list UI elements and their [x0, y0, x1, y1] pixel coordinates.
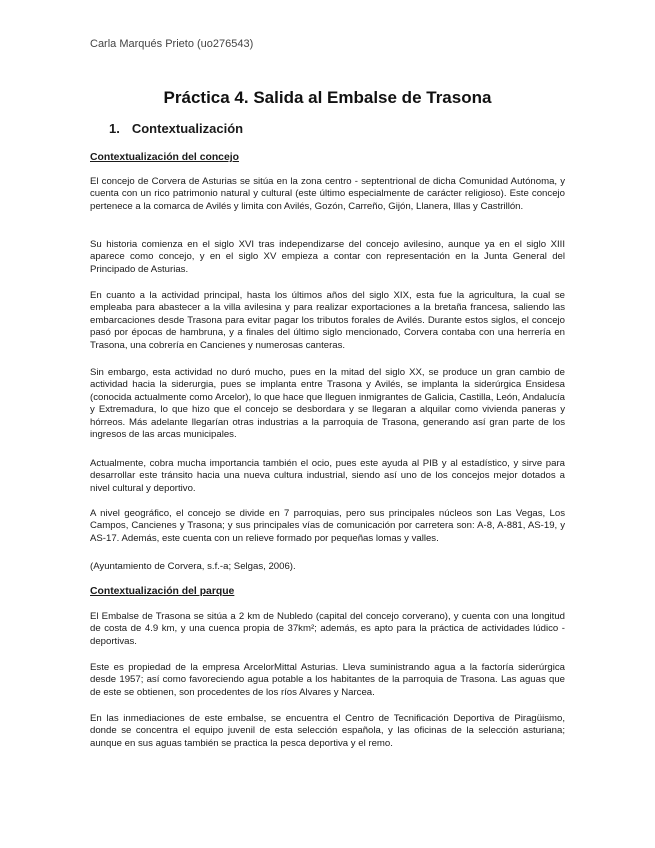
paragraph: Este es propiedad de la empresa ArcelorMittal Asturias. Lleva suministrando agua a la factoría siderúrgica desde 1957; así como favoreciendo agua potable a los habitantes de la parroquia de Trasona. Las aguas que de este se obtienen, son procedentes de los ríos Alvares y Narcea. — [90, 662, 565, 698]
page-header-author: Carla Marqués Prieto (uo276543) — [90, 38, 254, 50]
document-title: Práctica 4. Salida al Embalse de Trasona — [163, 88, 492, 107]
paragraph: Sin embargo, esta actividad no duró mucho, pues en la mitad del siglo XX, se produce un gran cambio de actividad hacia la siderurgia, pues se implanta entre Trasona y Avilés, se implanta la siderúrgica Ensidesa (conocida actualmente como Arcelor), lo que hace que lleguen inmigrantes de Galicia, Castilla, León, Andalucía y Extremadura, lo que hizo que el concejo se desbordara y se llegaran a alquilar como vivienda paneras y hórreos. Más adelante llegarían otras industrias a la parroquia de Trasona, generando así gran parte de los ingresos de las arcas municipales. — [90, 367, 565, 441]
paragraph: En las inmediaciones de este embalse, se encuentra el Centro de Tecnificación Deportiva de Piragüismo, donde se concentra el equipo juvenil de esta selección española, y las oficinas de la selección asturiana; aunque en sus aguas también se practica la pesca deportiva y el remo. — [90, 713, 565, 749]
paragraph: A nivel geográfico, el concejo se divide en 7 parroquias, pero sus principales núcleos son Las Vegas, Los Campos, Cancienes y Trasona; y sus principales vías de comunicación por carretera son: A-8, A-881, AS-19, y AS-17. Además, este cuenta con un relieve formado por pequeñas lomas y valles. — [90, 508, 565, 544]
paragraph: El Embalse de Trasona se sitúa a 2 km de Nubledo (capital del concejo corverano), y cuenta con una longitud de costa de 4.9 km, y una cuenca propia de 37km²; además, es apto para la práctica de actividades lúdico - deportivas. — [90, 611, 565, 647]
paragraph: Su historia comienza en el siglo XVI tras independizarse del concejo avilesino, aunque ya en el siglo XIII aparece como concejo, y en el siglo XV empieza a contar con representación en la Junta General del Principado de Asturias. — [90, 239, 565, 275]
subsection-title-concejo: Contextualización del concejo — [90, 152, 239, 163]
section-number: 1. — [109, 121, 120, 136]
subsection-title-parque: Contextualización del parque — [90, 586, 235, 597]
paragraph: En cuanto a la actividad principal, hasta los últimos años del siglo XIX, esta fue la agricultura, la cual se empleaba para abastecer a la villa avilesina y para realizar exportaciones a la bretaña francesa, saliendo las embarcaciones desde Trasona para evitar pagar los tributos forales de Avilés. Durante estos siglos, el concejo pasó por épocas de hambruna, y a finales del último siglo mencionado, Corvera contaba con una herrería en Trasona, una cobrería en Cancienes y numerosas canteras. — [90, 290, 565, 351]
citation: (Ayuntamiento de Corvera, s.f.-a; Selgas, 2006). — [90, 561, 296, 572]
section-heading — [109, 121, 243, 136]
paragraph: El concejo de Corvera de Asturias se sitúa en la zona centro - septentrional de dicha Comunidad Autónoma, y cuenta con un rico patrimonio natural y cultural (este último especialmente de carácter religioso). Este concejo pertenece a la comarca de Avilés y limita con Avilés, Gozón, Carreño, Gijón, Llanera, Illas y Castrillón. — [90, 176, 565, 212]
section-title: Contextualización — [131, 121, 244, 136]
paragraph: Actualmente, cobra mucha importancia también el ocio, pues este ayuda al PIB y al estadístico, y sirve para desarrollar este tránsito hacia una nueva cultura industrial, siendo así uno de los concejos mejor dotados a nivel cultural y deportivo. — [90, 458, 565, 494]
